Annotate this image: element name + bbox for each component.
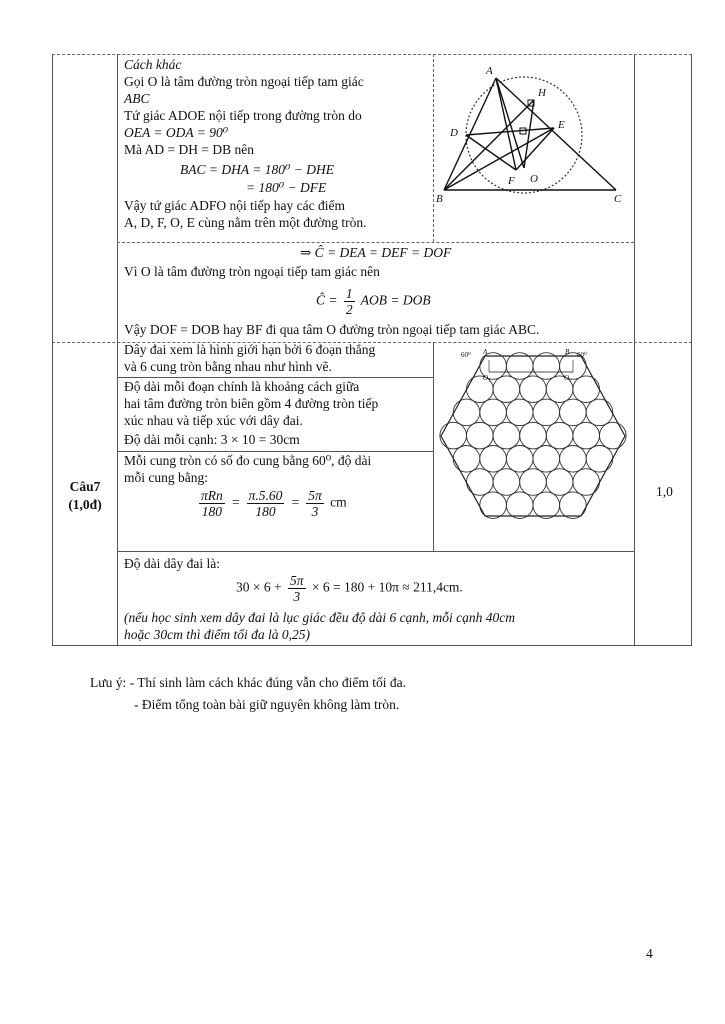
alt-method-heading: Cách khác <box>124 57 182 72</box>
packed-circle <box>586 446 613 473</box>
label-c: C <box>614 193 622 205</box>
proof-conclusion: Vậy DOF = DOB hay BF đi qua tâm O đường tròn ngoại tiếp tam giác ABC. <box>124 322 540 337</box>
cau7-p2-line: Độ dài mỗi đoạn chính là khoảng cách giữa <box>124 379 360 394</box>
packed-circle <box>493 422 520 449</box>
proof-line: Tứ giác ADOE nội tiếp trong đường tròn do <box>124 108 362 123</box>
proof-line: ABC <box>124 91 150 106</box>
proof-line: A, D, F, O, E cùng nằm trên một đường tròn. <box>124 215 367 230</box>
total-title: Độ dài dây đai là: <box>124 556 220 571</box>
proof-line: Vì O là tâm đường tròn ngoại tiếp tam giác nên <box>124 264 380 279</box>
label-f: F <box>508 175 515 187</box>
total-formula: 30 × 6 + $\frac{5\pi}{3}$ × 6 = 180 + 10π ≈ 211,4cm. <box>236 573 463 604</box>
label-e: E <box>558 119 565 131</box>
label-o: O <box>530 173 538 185</box>
proof-line: = 180⁰ − DFE <box>246 180 327 195</box>
cau7-p1-line: Dây đai xem là hình giới hạn bởi 6 đoạn thẳng <box>124 342 376 357</box>
packed-circle <box>600 422 627 449</box>
packed-circle <box>546 469 573 496</box>
packed-circle <box>573 469 600 496</box>
note-line: hoặc 30cm thì điểm tối đa là 0,25) <box>124 627 310 642</box>
packed-circle <box>573 422 600 449</box>
packed-circle <box>573 376 600 403</box>
packed-circle <box>533 492 560 519</box>
packed-circle <box>506 492 533 519</box>
packed-circle <box>467 469 494 496</box>
label-o2: O₂ <box>564 374 572 382</box>
proof-line: Gọi O là tâm đường tròn ngoại tiếp tam giác <box>124 74 364 89</box>
packed-circle <box>533 446 560 473</box>
cau7-p3-line: Mỗi cung tròn có số đo cung bằng 60⁰, độ dài <box>124 453 372 468</box>
packed-circle <box>533 399 560 426</box>
footer-note-1: Lưu ý: - Thí sinh làm cách khác đúng vẫn cho điểm tối đa. <box>90 675 406 690</box>
page-number: 4 <box>646 946 653 961</box>
packed-circle <box>453 446 480 473</box>
proof-line: Ĉ = $\frac{1}{2}$ AOB = DOB <box>316 286 431 317</box>
cau7-p3-line: mỗi cung bằng: <box>124 470 208 485</box>
cau7-p1-line: và 6 cung tròn bằng nhau như hình vẽ. <box>124 359 332 374</box>
cau7-p2-line: Độ dài mỗi cạnh: 3 × 10 = 30cm <box>124 432 300 447</box>
footer-note-2: - Điểm tổng toàn bài giữ nguyên không làm tròn. <box>134 697 400 712</box>
proof-line: Mà AD = DH = DB nên <box>124 142 254 157</box>
cau7-p2-line: xúc nhau và tiếp xúc với dây đai. <box>124 413 303 428</box>
packed-circle <box>506 353 533 380</box>
cau7-p2-line: hai tâm đường tròn biên gồm 4 đường tròn tiếp <box>124 396 379 411</box>
packed-circle <box>533 353 560 380</box>
angle-label-left: 60⁰ <box>461 351 471 359</box>
score-value: 1,0 <box>656 484 673 499</box>
note-line: (nếu học sinh xem dây đai là lục giác đều độ dài 6 cạnh, mỗi cạnh 40cm <box>124 610 516 625</box>
packed-circle <box>520 422 547 449</box>
packed-circle <box>520 469 547 496</box>
packed-circle <box>440 422 467 449</box>
proof-line: BAC = DHA = 180⁰ − DHE <box>180 162 334 177</box>
packed-circle <box>586 399 613 426</box>
packed-circle <box>467 422 494 449</box>
label-d: D <box>450 127 458 139</box>
question-label: Câu7 (1,0đ) <box>68 479 102 512</box>
label-a: A <box>483 348 488 356</box>
packed-circle <box>560 399 587 426</box>
packed-circle <box>506 446 533 473</box>
label-b: B <box>436 193 443 205</box>
triangle-figure <box>436 60 636 210</box>
proof-line: ⇒ Ĉ = DEA = DEF = DOF <box>300 245 452 260</box>
proof-line: OEA = ODA = 90⁰ <box>124 125 229 140</box>
arc-length-formula: $\frac{\text{πRn}}{180}$ = $\frac{\pi.5.60}{180}$ = $\frac{5\pi}{3}$ cm <box>201 488 347 519</box>
packed-circle <box>520 376 547 403</box>
packed-circle <box>546 422 573 449</box>
label-h: H <box>538 87 546 99</box>
packed-circle <box>506 399 533 426</box>
hexagon-circles-figure <box>437 348 629 524</box>
label-a: A <box>486 65 493 77</box>
packed-circle <box>493 469 520 496</box>
packed-circle <box>480 399 507 426</box>
packed-circle <box>480 446 507 473</box>
packed-circle <box>560 446 587 473</box>
packed-circle <box>493 376 520 403</box>
angle-label-right: 60⁰ <box>577 351 587 359</box>
packed-circle <box>453 399 480 426</box>
label-b: B <box>565 348 570 356</box>
proof-line: Vậy tứ giác ADFO nội tiếp hay các điểm <box>124 198 346 213</box>
label-o1: O₁ <box>483 374 491 382</box>
